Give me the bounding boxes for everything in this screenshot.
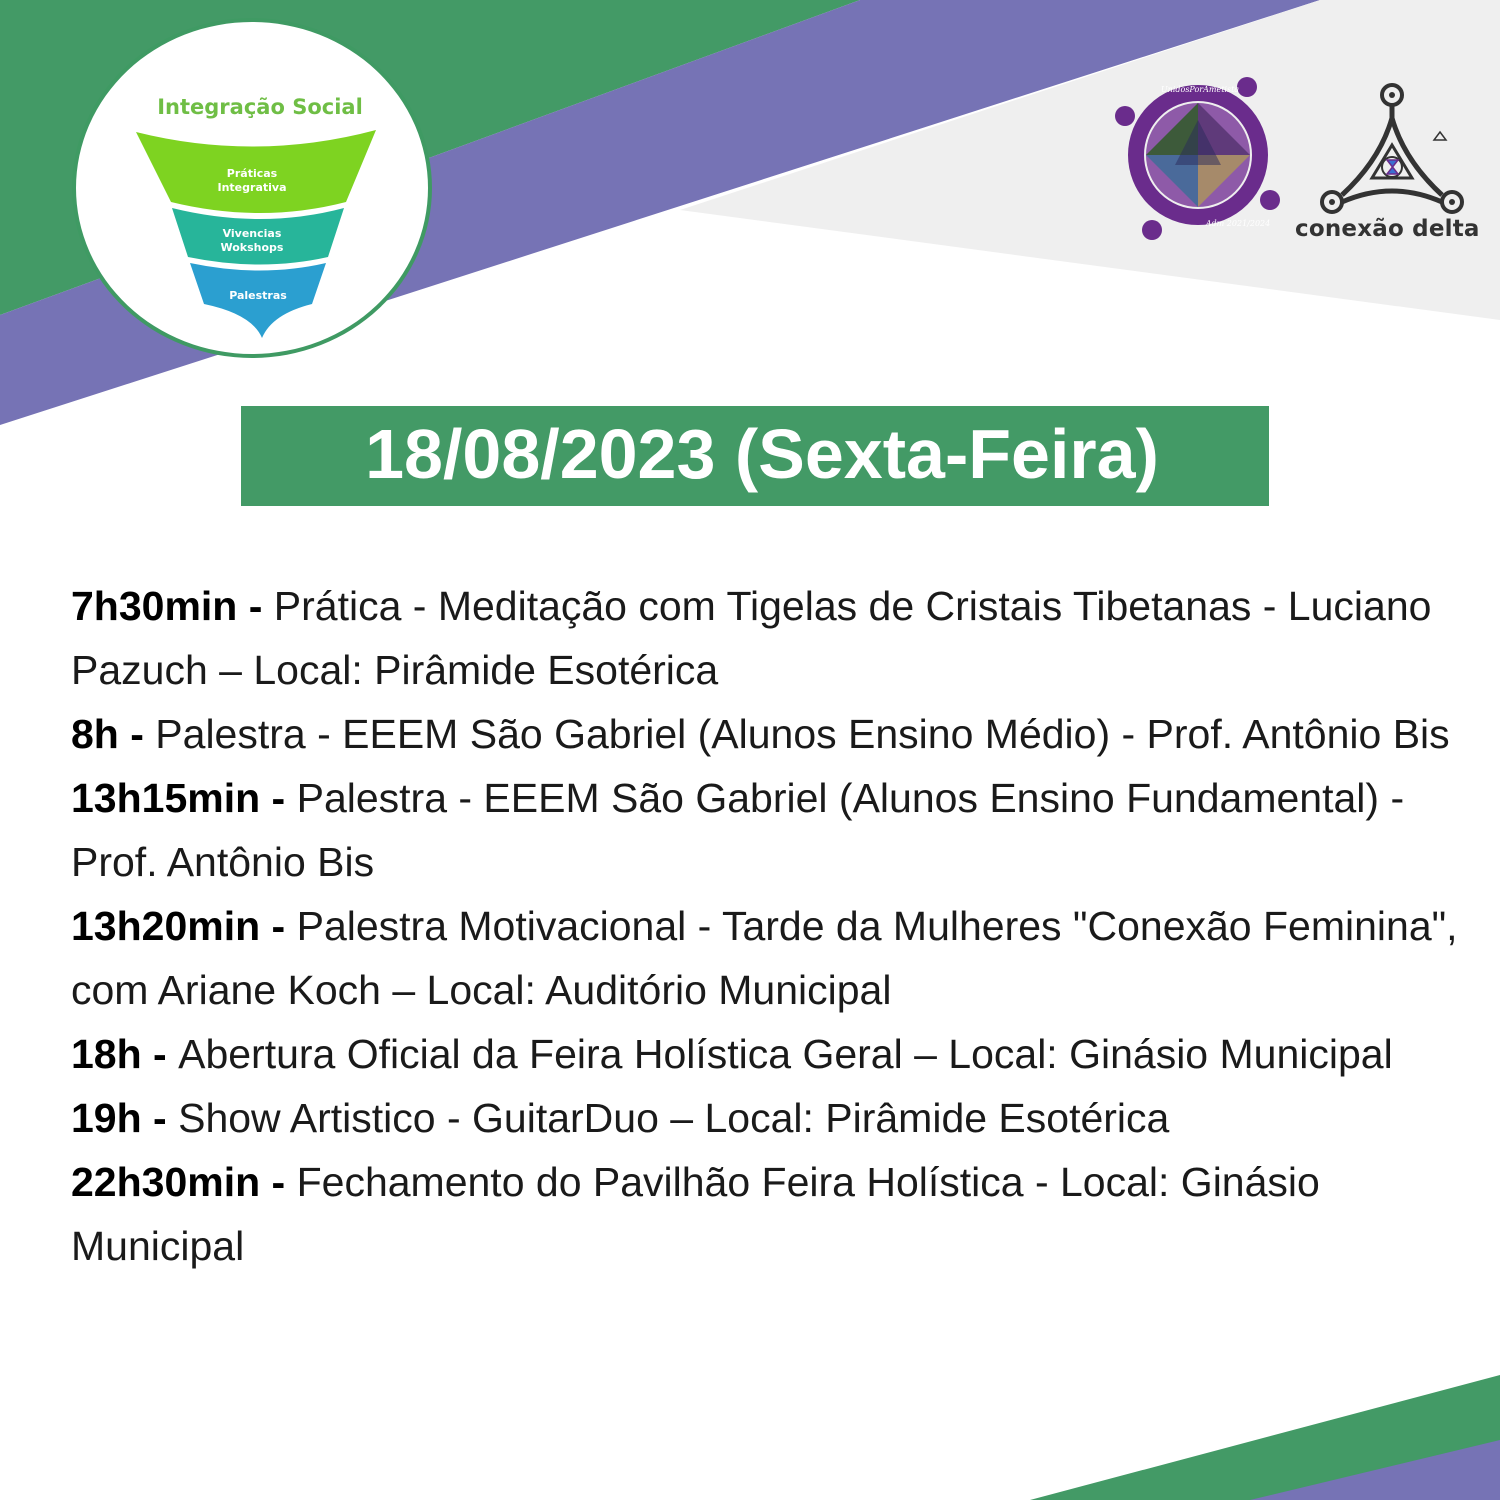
schedule-time: 18h - [71, 1031, 179, 1077]
amethyst-ring-text: UnidosPorAmetista [1160, 85, 1240, 94]
schedule-description: Show Artistico - GuitarDuo – Local: Pirâmide Esotérica [178, 1095, 1170, 1141]
funnel-label-integrativa: Integrativa [217, 181, 287, 194]
funnel-label-wokshops: Wokshops [220, 241, 284, 254]
schedule-description: Prática - Meditação com Tigelas de Cristais Tibetanas - Luciano Pazuch – Local: Pirâmide Esotérica [71, 583, 1432, 693]
schedule-description: Palestra - EEEM São Gabriel (Alunos Ensino Fundamental) - Prof. Antônio Bis [71, 775, 1405, 885]
schedule-item [71, 574, 1471, 702]
schedule-description: Palestra Motivacional - Tarde da Mulheres "Conexão Feminina", com Ariane Koch – Local: Auditório Municipal [71, 903, 1458, 1013]
schedule-time: 8h - [71, 711, 156, 757]
conexao-delta-name: conexão delta [1295, 216, 1480, 242]
schedule-description: Abertura Oficial da Feira Holística Geral – Local: Ginásio Municipal [178, 1031, 1393, 1077]
amethyst-logo [1115, 77, 1280, 240]
funnel-label-praticas: Práticas [226, 167, 278, 180]
schedule-item [71, 702, 1471, 766]
conexao-delta-logo [1322, 85, 1462, 212]
date-banner [241, 406, 1269, 506]
schedule-list [71, 574, 1471, 1278]
schedule-description: Fechamento do Pavilhão Feira Holística - Local: Ginásio Municipal [71, 1159, 1320, 1269]
schedule-time: 7h30min - [71, 583, 274, 629]
schedule-description: Palestra - EEEM São Gabriel (Alunos Ensino Médio) - Prof. Antônio Bis [155, 711, 1450, 757]
schedule-item [71, 1022, 1471, 1086]
schedule-item [71, 1150, 1471, 1278]
funnel-graphic [76, 22, 428, 354]
funnel-label-vivencias: Vivencias [222, 227, 282, 240]
schedule-item [71, 1086, 1471, 1150]
date-title: 18/08/2023 (Sexta-Feira) [365, 415, 1159, 493]
schedule-time: 19h - [71, 1095, 179, 1141]
amethyst-bottom-text: Adm 2021/2024 [1205, 219, 1271, 228]
schedule-time: 22h30min - [71, 1159, 297, 1205]
schedule-time: 13h20min - [71, 903, 297, 949]
logo-title: Integração Social [157, 95, 363, 119]
schedule-item [71, 894, 1471, 1022]
schedule-item [71, 766, 1471, 894]
funnel-label-palestras: Palestras [229, 289, 287, 302]
integracao-social-logo [72, 18, 432, 358]
schedule-time: 13h15min - [71, 775, 297, 821]
